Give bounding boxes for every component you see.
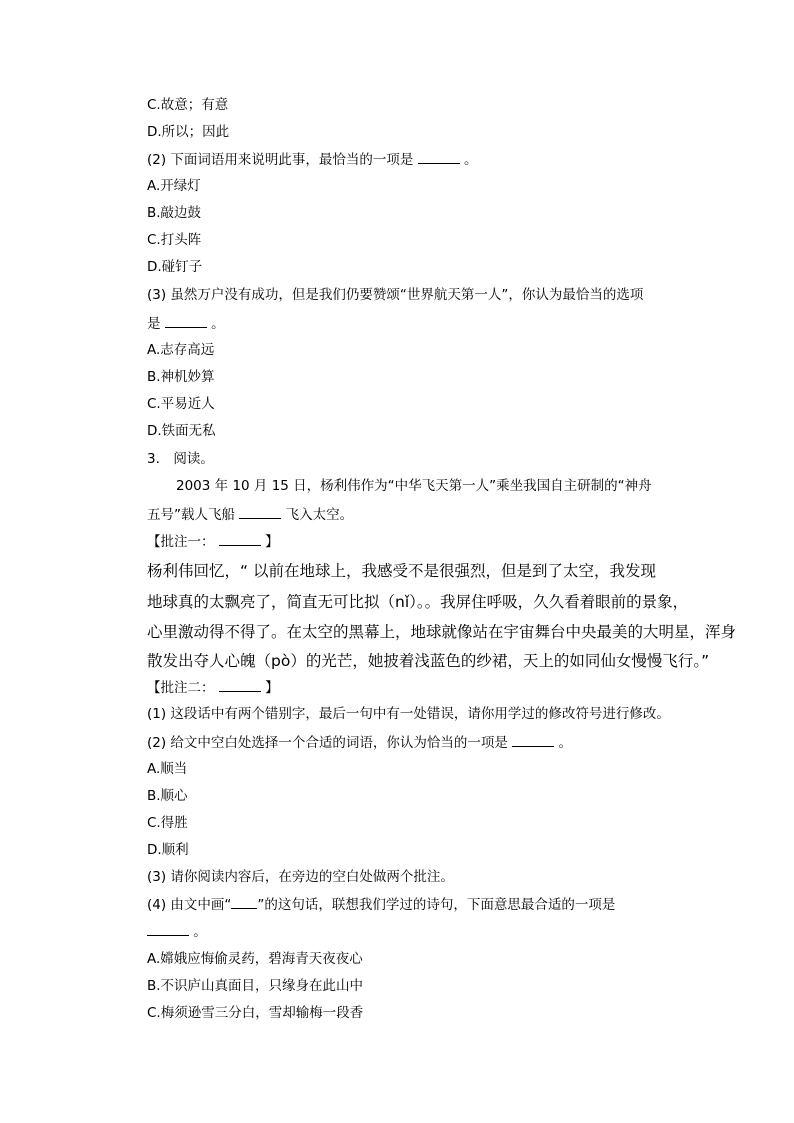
question-1-line: (1) 这段话中有两个错别字，最后一句中有一处错误，请你用学过的修改符号进行修改。 — [147, 706, 670, 722]
section-3-heading: 3. 阅读。 — [147, 451, 214, 467]
question-2-text: (2) 给文中空白处选择一个合适的词语，你认为恰当的一项是 — [147, 735, 508, 751]
passage-line: 散发出夺人心魄（pò）的光芒，她披着浅蓝色的纱裙，天上的如同仙女慢慢飞行。” — [147, 652, 710, 670]
annotation-1-line — [147, 531, 279, 552]
passage-intro-cont-text: 五号”载人飞船 — [147, 507, 235, 523]
option-c-line: C.梅须逊雪三分白，雪却输梅一段香 — [147, 1005, 364, 1021]
question-2-text: (2) 下面词语用来说明此事，最恰当的一项是 — [147, 152, 414, 168]
option-c-line: C.平易近人 — [147, 396, 215, 412]
option-c-line: C.打头阵 — [147, 232, 202, 248]
option-b-line: B.敲边鼓 — [147, 205, 202, 221]
answer-blank — [418, 149, 460, 164]
question-4-text: (4) 由文中画“ — [147, 897, 232, 913]
question-4-text-cont: ”的这句话，联想我们学过的诗句，下面意思最合适的一项是 — [257, 897, 616, 913]
annotation-2-line — [147, 677, 279, 698]
question-3-cont-line — [147, 313, 225, 334]
option-a-line: A.志存高远 — [147, 342, 215, 358]
question-2-line — [147, 732, 572, 753]
answer-blank — [512, 732, 554, 747]
option-b-line: B.不识庐山真面目，只缘身在此山中 — [147, 978, 364, 994]
answer-blank — [239, 504, 281, 519]
option-d-line: D.铁面无私 — [147, 423, 216, 439]
passage-intro-cont-line — [147, 504, 353, 525]
question-4-end: 。 — [193, 924, 207, 940]
option-d-line: D.所以；因此 — [147, 124, 230, 140]
option-d-line: D.碰钉子 — [147, 259, 203, 275]
question-3-line: (3) 虽然万户没有成功，但是我们仍要赞颂“世界航天第一人”，你认为最恰当的选项 — [147, 287, 644, 303]
option-c-line: C.得胜 — [147, 815, 188, 831]
question-3-end: 。 — [211, 316, 225, 332]
answer-blank — [219, 677, 261, 692]
option-b-line: B.神机妙算 — [147, 369, 215, 385]
option-d-line: D.顺利 — [147, 842, 189, 858]
annotation-1-end: 】 — [265, 534, 279, 550]
answer-blank — [147, 921, 189, 936]
option-a-line: A.开绿灯 — [147, 178, 201, 194]
annotation-2-label: 【批注二： — [147, 680, 215, 696]
answer-blank — [219, 531, 261, 546]
option-a-line: A.嫦娥应悔偷灵药，碧海青天夜夜心 — [147, 951, 363, 967]
annotation-1-label: 【批注一： — [147, 534, 215, 550]
passage-line: 地球真的太飘亮了，简直无可比拟（nǐ）。。我屏住呼吸，久久看着眼前的景象， — [147, 593, 689, 611]
passage-line: 心里激动得不得了。在太空的黑幕上，地球就像站在宇宙舞台中央最美的大明星，浑身 — [147, 623, 737, 641]
question-4-cont-line — [147, 921, 207, 942]
question-2-line — [147, 149, 478, 170]
passage-line: 杨利伟回忆，“ 以前在地球上，我感受不是很强烈，但是到了太空，我发现 — [147, 562, 656, 580]
passage-intro-end: 飞入太空。 — [285, 507, 354, 523]
question-2-end: 。 — [464, 152, 478, 168]
option-b-line: B.顺心 — [147, 788, 188, 804]
question-3-cont-text: 是 — [147, 316, 161, 332]
question-4-line — [147, 894, 615, 915]
option-c-line: C.故意；有意 — [147, 97, 229, 113]
question-2-end: 。 — [558, 735, 573, 751]
answer-blank — [165, 313, 207, 328]
annotation-2-end: 】 — [265, 680, 279, 696]
passage-intro-line: 2003 年 10 月 15 日，杨利伟作为“中华飞天第一人”乘坐我国自主研制的“神舟 — [176, 478, 652, 494]
option-a-line: A.顺当 — [147, 761, 188, 777]
question-3-line: (3) 请你阅读内容后，在旁边的空白处做两个批注。 — [147, 869, 454, 885]
answer-blank — [231, 894, 257, 909]
